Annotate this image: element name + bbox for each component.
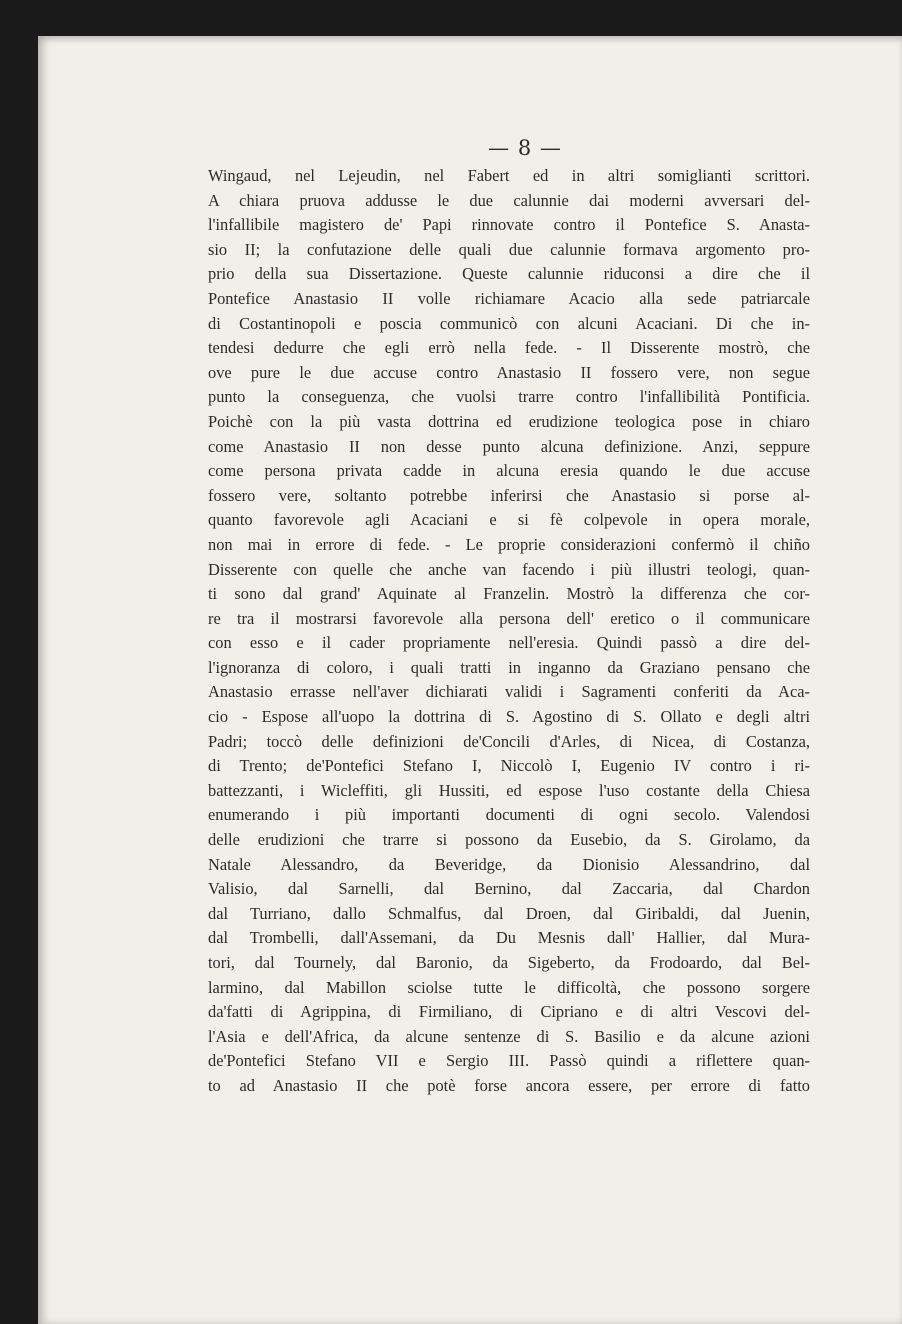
text-line: prio della sua Dissertazione. Queste calunnie riduconsi a dire che il xyxy=(208,264,810,284)
text-line: dal Turriano, dallo Schmalfus, dal Droen, dal Giribaldi, dal Juenin, xyxy=(208,903,810,923)
text-line: l'infallibile magistero de' Papi rinnovate contro il Pontefice S. Anasta- xyxy=(208,215,810,235)
text-line: Natale Alessandro, da Beveridge, da Dionisio Alessandrino, dal xyxy=(208,854,810,874)
text-line: non mai in errore di fede. - Le proprie considerazioni confermò il chiño xyxy=(208,534,810,554)
text-line: de'Pontefici Stefano VII e Sergio III. Passò quindi a riflettere quan- xyxy=(208,1051,810,1071)
text-line: Poichè con la più vasta dottrina ed erudizione teologica pose in chiaro xyxy=(208,411,810,431)
text-line: delle erudizioni che trarre si possono da Eusebio, da S. Girolamo, da xyxy=(208,830,810,850)
text-line: ove pure le due accuse contro Anastasio II fossero vere, non segue xyxy=(208,362,810,382)
text-line: Pontefice Anastasio II volle richiamare Acacio alla sede patriarcale xyxy=(208,288,810,308)
text-line: di Trento; de'Pontefici Stefano I, Niccolò I, Eugenio IV contro i ri- xyxy=(208,756,810,776)
text-line: Disserente con quelle che anche van facendo i più illustri teologi, quan- xyxy=(208,559,810,579)
text-line: con esso e il cader propriamente nell'eresia. Quindi passò a dire del- xyxy=(208,633,810,653)
text-line: Padri; toccò delle definizioni de'Concili d'Arles, di Nicea, di Costanza, xyxy=(208,731,810,751)
text-line: l'ignoranza di coloro, i quali tratti in inganno da Graziano pensano che xyxy=(208,657,810,677)
text-line: A chiara pruova addusse le due calunnie dai moderni avversari del- xyxy=(208,190,810,210)
text-line: re tra il mostrarsi favorevole alla persona dell' eretico o il communicare xyxy=(208,608,810,628)
text-line: Anastasio errasse nell'aver dichiarati validi i Sagramenti conferiti da Aca- xyxy=(208,682,810,702)
text-line: fossero vere, soltanto potrebbe inferirsi che Anastasio si porse al- xyxy=(208,485,810,505)
text-line: tori, dal Tournely, dal Baronio, da Sigeberto, da Frodoardo, dal Bel- xyxy=(208,953,810,972)
text-line: sio II; la confutazione delle quali due calunnie formava argomento pro- xyxy=(208,239,810,259)
text-line: larmino, dal Mabillon sciolse tutte le difficoltà, che possono sorgere xyxy=(208,977,810,997)
text-line: battezzanti, i Wicleffiti, gli Hussiti, ed espose l'uso costante della Chiesa xyxy=(208,780,810,800)
text-line: come Anastasio II non desse punto alcuna definizione. Anzi, seppure xyxy=(208,436,810,456)
text-line: Valisio, dal Sarnelli, dal Bernino, dal Zaccaria, dal Chardon xyxy=(208,879,810,899)
text-line: ti sono dal grand' Aquinate al Franzelin. Mostrò la differenza che cor- xyxy=(208,584,810,604)
text-line: quanto favorevole agli Acaciani e si fè colpevole in opera morale, xyxy=(208,510,810,530)
text-line: cio - Espose all'uopo la dottrina di S. Agostino di S. Ollato e degli altri xyxy=(208,707,810,727)
text-line: come persona privata cadde in alcuna eresia quando le due accuse xyxy=(208,461,810,481)
text-line: tendesi dedurre che egli errò nella fede. - Il Disserente mostrò, che xyxy=(208,338,810,358)
text-line: dal Trombelli, dall'Assemani, da Du Mesnis dall' Hallier, dal Mura- xyxy=(208,928,810,948)
text-line: to ad Anastasio II che potè forse ancora essere, per errore di fatto xyxy=(208,1075,810,1095)
text-line: da'fatti di Agrippina, di Firmiliano, di Cipriano e di altri Vescovi del- xyxy=(208,1002,810,1022)
page-number: — 8 — xyxy=(488,136,562,160)
text-line: Wingaud, nel Lejeudin, nel Fabert ed in altri somiglianti scrittori. xyxy=(208,166,810,185)
text-line: enumerando i più importanti documenti di ogni secolo. Valendosi xyxy=(208,805,810,825)
text-line: punto la conseguenza, che vuolsi trarre contro l'infallibilità Pontificia. xyxy=(208,387,810,407)
text-line: di Costantinopoli e poscia communicò con alcuni Acaciani. Di che in- xyxy=(208,313,810,333)
body-text xyxy=(208,164,810,1099)
text-line: l'Asia e dell'Africa, da alcune sentenze di S. Basilio e da alcune azioni xyxy=(208,1026,810,1046)
